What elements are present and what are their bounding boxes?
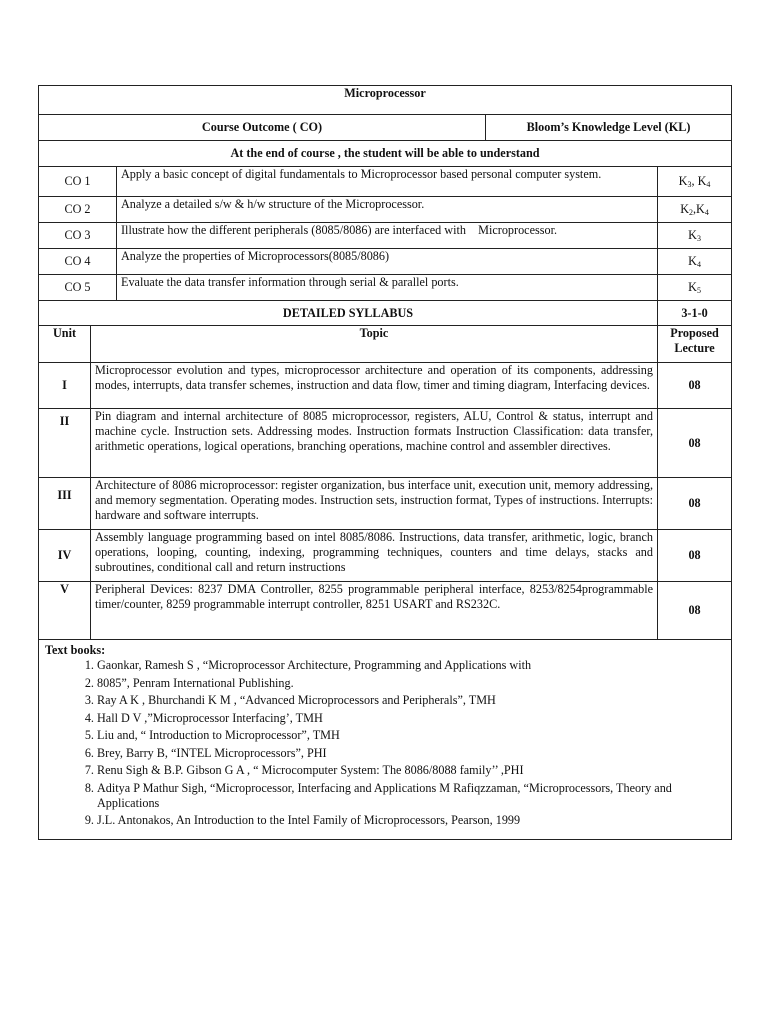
unit-number: III [39, 478, 91, 530]
unit-lectures: 08 [658, 530, 732, 582]
co-kl: $K_5$ [658, 275, 732, 301]
co-text: Evaluate the data transfer information through serial & parallel ports. [117, 275, 658, 301]
unit-lectures: 08 [658, 363, 732, 409]
textbook-item: 9. J.L. Antonakos, An Introduction to the Intel Family of Microprocessors, Pearson, 1999 [97, 813, 725, 828]
co-kl: $K_4$ [658, 249, 732, 275]
co-row [39, 167, 732, 197]
textbook-item: 4. Hall D V ,”Microprocessor Interfacing’, TMH [97, 711, 725, 726]
unit-number: V [39, 582, 91, 640]
co-kl: $K_2,K_4$ [658, 197, 732, 223]
unit-row [39, 409, 732, 478]
textbook-item: 1. Gaonkar, Ramesh S , “Microprocessor Architecture, Programming and Applications with [97, 658, 725, 673]
unit-row [39, 530, 732, 582]
unit-row [39, 582, 732, 640]
unit-row [39, 478, 732, 530]
textbooks-title: Text books: [45, 643, 106, 657]
lecture-header [658, 326, 732, 363]
unit-lectures: 08 [658, 409, 732, 478]
co-row [39, 223, 732, 249]
textbook-item: 7. Renu Sigh & B.P. Gibson G A , “ Microcomputer System: The 8086/8088 family’’ ,PHI [97, 763, 725, 778]
textbook-list [45, 658, 725, 828]
co-id: CO 3 [39, 223, 117, 249]
unit-topic: Architecture of 8086 microprocessor: register organization, bus interface unit, execution unit, memory addressing, and memory segmentation. Operating modes. Instruction sets, instruction format, Types of instructions. Interrupts: hardware and software interrupts. [91, 478, 658, 530]
unit-lectures: 08 [658, 478, 732, 530]
textbook-item: 6. Brey, Barry B, “INTEL Microprocessors”, PHI [97, 746, 725, 761]
co-text: Illustrate how the different peripherals (8085/8086) are interfaced with Microprocessor. [117, 223, 658, 249]
unit-number: I [39, 363, 91, 409]
co-row [39, 197, 732, 223]
co-row [39, 249, 732, 275]
co-text: Apply a basic concept of digital fundamentals to Microprocessor based personal computer system. [117, 167, 658, 197]
textbook-item: 5. Liu and, “ Introduction to Microprocessor”, TMH [97, 728, 725, 743]
unit-topic: Microprocessor evolution and types, microprocessor architecture and operation of its components, addressing modes, interrupts, data transfer schemes, instruction and data flow, timer and timing diagram, Interfacing devices. [91, 363, 658, 409]
unit-number: IV [39, 530, 91, 582]
textbook-item: 2. 8085”, Penram International Publishing. [97, 676, 725, 691]
co-header: Course Outcome ( CO) [39, 115, 486, 141]
co-text: Analyze the properties of Microprocessors(8085/8086) [117, 249, 658, 275]
unit-number: II [39, 409, 91, 478]
co-row [39, 275, 732, 301]
co-id: CO 5 [39, 275, 117, 301]
co-id: CO 4 [39, 249, 117, 275]
unit-topic: Pin diagram and internal architecture of 8085 microprocessor, registers, ALU, Control & status, interrupt and machine cycle. Instruction sets. Addressing modes. Instruction formats Instruction Classification: data transfer, arithmetic operations, logical operations, branching operations, machine control and assembler directives. [91, 409, 658, 478]
topic-header: Topic [91, 326, 658, 363]
kl-header: Bloom’s Knowledge Level (KL) [486, 115, 732, 141]
textbook-item: 3. Ray A K , Bhurchandi K M , “Advanced Microprocessors and Peripherals”, TMH [97, 693, 725, 708]
textbooks-section [39, 640, 732, 840]
syllabus-title: DETAILED SYLLABUS [39, 301, 658, 326]
course-title: Microprocessor [39, 86, 732, 115]
co-id: CO 1 [39, 167, 117, 197]
co-kl: $K_3$ [658, 223, 732, 249]
ltp-value: 3-1-0 [658, 301, 732, 326]
unit-lectures: 08 [658, 582, 732, 640]
unit-topic: Peripheral Devices: 8237 DMA Controller, 8255 programmable peripheral interface, 8253/8254programmable timer/counter, 8259 programmable interrupt controller, 8251 USART and RS232C. [91, 582, 658, 640]
lecture-header-line2: Lecture [674, 341, 715, 355]
co-id: CO 2 [39, 197, 117, 223]
course-intro: At the end of course , the student will be able to understand [39, 141, 732, 167]
unit-row [39, 363, 732, 409]
unit-header: Unit [39, 326, 91, 363]
lecture-header-line1: Proposed [670, 326, 719, 340]
co-text: Analyze a detailed s/w & h/w structure of the Microprocessor. [117, 197, 658, 223]
textbook-item: 8. Aditya P Mathur Sigh, “Microprocessor, Interfacing and Applications M Rafiqzzaman, “Microprocessors, Theory and Applications [97, 781, 725, 811]
syllabus-document [38, 85, 731, 840]
syllabus-table [38, 85, 732, 840]
co-kl: $K_3$, $K_4$ [658, 167, 732, 197]
unit-topic: Assembly language programming based on intel 8085/8086. Instructions, data transfer, arithmetic, logic, branch operations, looping, counting, indexing, programming techniques, counters and time delays, stacks and subroutines, conditional call and return instructions [91, 530, 658, 582]
